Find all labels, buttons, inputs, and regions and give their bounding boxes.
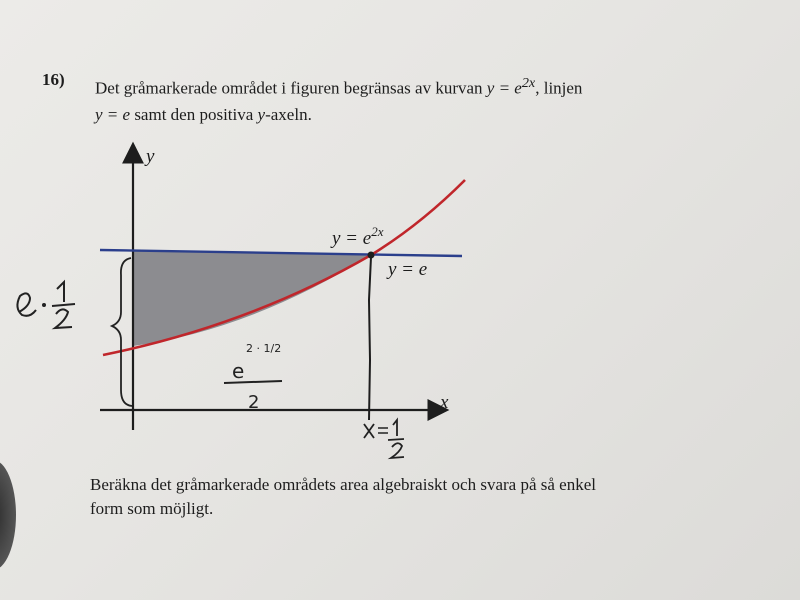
curve-label-exp: 2x: [371, 224, 384, 239]
question-line2-end: -axeln.: [265, 104, 312, 124]
handwritten-mid-numer: e: [232, 359, 245, 383]
question-line1-post: , linjen: [535, 78, 583, 98]
curve-label-base: y = e: [332, 228, 372, 249]
handwritten-left-expr: [0, 0, 75, 328]
question-line2-post: samt den positiva: [130, 104, 258, 124]
handwritten-mid-denom: 2: [248, 392, 260, 413]
x-axis-label: x: [440, 392, 449, 413]
question-line-eq: y = e: [95, 104, 131, 124]
instruction-line2: form som möjligt.: [90, 499, 214, 518]
question-number: 16): [42, 70, 65, 89]
question-line1-pre: Det gråmarkerade området i figuren begränsas av kurvan: [95, 78, 487, 98]
question-curve-exp: 2x: [521, 75, 536, 91]
handwritten-vertical-line: [369, 257, 371, 420]
shaded-area: [133, 251, 371, 346]
curve-label: [330, 224, 384, 249]
handwritten-mid-top: 2 · 1/2: [246, 342, 282, 355]
question-axis-var: y: [257, 104, 266, 124]
handwritten-middle-fraction: [224, 342, 282, 413]
instruction-text: [90, 473, 690, 521]
line-label: y = e: [388, 259, 428, 280]
handwritten-brace: [112, 258, 132, 406]
instruction-line1: Beräkna det gråmarkerade områdets area algebraiskt och svara på så enkel: [90, 475, 596, 494]
y-axis-label: y: [146, 146, 155, 167]
question-curve-eq: y = e: [486, 78, 522, 98]
